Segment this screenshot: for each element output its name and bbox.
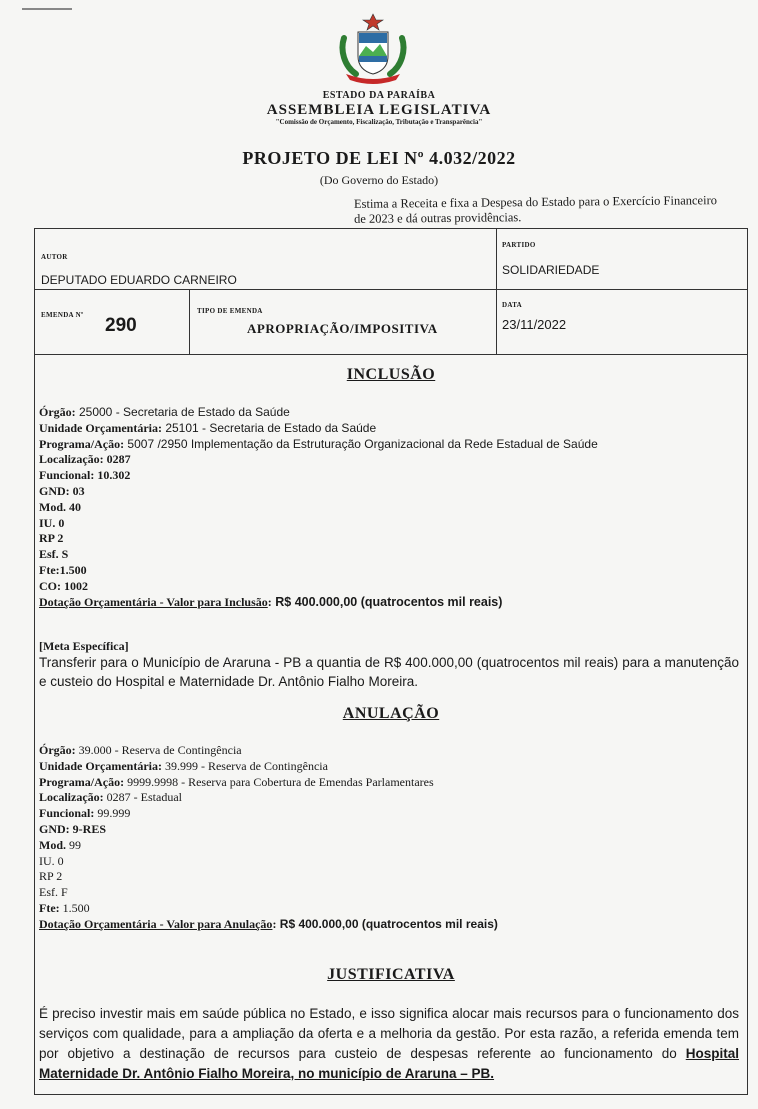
- field-value: 99: [66, 837, 81, 852]
- field-key: Mod.: [39, 837, 66, 852]
- field-value: 0287 - Estadual: [103, 790, 182, 805]
- bill-summary: Estima a Receita e fixa a Despesa do Estado para o Exercício Financeiro de 2023 e dá outras providências.: [353, 193, 718, 226]
- inclusion-budget-label: Dotação Orçamentária - Valor para Inclusão: [39, 594, 268, 609]
- assembly-name: ASSEMBLEIA LEGISLATIVA: [266, 102, 492, 118]
- field-key: Funcional:: [39, 806, 95, 821]
- field-key: Órgão:: [39, 405, 76, 419]
- separator: :: [272, 916, 277, 931]
- field-value: 99.999: [94, 806, 131, 821]
- field-line: GND: 9-RES: [39, 821, 107, 836]
- scan-mark: [22, 8, 72, 10]
- field-line: Fte:1.500: [39, 562, 87, 577]
- field-line: RP 2: [39, 869, 63, 884]
- field-value: 25101 - Secretaria de Estado da Saúde: [161, 420, 377, 435]
- bill-origin: (Do Governo do Estado): [319, 173, 439, 187]
- date-label: DATA: [502, 301, 522, 309]
- justification-title: JUSTIFICATIVA: [327, 966, 455, 983]
- field-value: 39.999 - Reserva de Contingência: [161, 758, 328, 773]
- specific-goal-text: Transferir para o Município de Araruna - PB a quantia de R$ 400.000,00 (quatrocentos mil reais) para a manutenção e custeio do Hospital e Maternidade Dr. Antônio Fialho Moreira.: [39, 655, 739, 689]
- field-line: RP 2: [39, 531, 64, 546]
- field-value: 39.000 - Reserva de Contingência: [75, 743, 242, 757]
- date-value: 23/11/2022: [502, 317, 567, 332]
- field-key: Unidade Orçamentária:: [39, 420, 162, 435]
- amendment-number-label: EMENDA Nº: [41, 311, 84, 319]
- form-divider: [189, 289, 190, 354]
- annulment-budget-label: Dotação Orçamentária - Valor para Anulação: [39, 916, 273, 931]
- field-line: Localização: 0287: [39, 452, 131, 467]
- specific-goal-title: [Meta Específica]: [39, 639, 129, 653]
- field-line: Funcional: 10.302: [39, 468, 131, 483]
- annulment-details: [39, 743, 739, 933]
- field-value: 1.500: [59, 900, 90, 915]
- field-line: CO: 1002: [39, 578, 88, 593]
- amendment-number-value: 290: [105, 315, 137, 336]
- party-label: PARTIDO: [502, 241, 536, 249]
- form-divider: [496, 229, 497, 354]
- amendment-form: [34, 228, 748, 1095]
- field-key: Órgão:: [39, 743, 76, 757]
- annulment-title: ANULAÇÃO: [342, 705, 440, 722]
- inclusion-title: INCLUSÃO: [346, 366, 436, 383]
- field-value: 5007 /2950 Implementação da Estruturação Organizacional da Rede Estadual de Saúde: [124, 436, 598, 451]
- author-label: AUTOR: [41, 253, 68, 261]
- amendment-type-value: APROPRIAÇÃO/IMPOSITIVA: [247, 321, 438, 336]
- justification-body: É preciso investir mais em saúde pública no Estado, e isso significa alocar mais recursos para o funcionamento dos serviços com qualidade, para a ampliação da oferta e a melhoria da gestão. Por esta razão, a referida emenda tem por objetivo a destinação de recursos para custeio de despesas referente ao funcionamento do: [39, 1006, 739, 1061]
- annulment-budget-value: R$ 400.000,00 (quatrocentos mil reais): [276, 916, 498, 931]
- field-line: Esf. S: [39, 547, 69, 562]
- party-value: SOLIDARIEDADE: [502, 263, 600, 277]
- state-coat-of-arms-icon: [336, 12, 410, 84]
- inclusion-details: [39, 405, 739, 610]
- field-line: Mod. 40: [39, 499, 81, 514]
- separator: :: [267, 594, 272, 609]
- field-value: 9999.9998 - Reserva para Cobertura de Emendas Parlamentares: [124, 774, 434, 789]
- amendment-type-label: TIPO DE EMENDA: [197, 307, 263, 315]
- field-key: Unidade Orçamentária:: [39, 758, 162, 773]
- field-key: Programa/Ação:: [39, 774, 125, 789]
- state-name: ESTADO DA PARAÍBA: [322, 90, 436, 101]
- field-line: IU. 0: [39, 853, 64, 868]
- field-key: Fte:: [39, 900, 60, 915]
- field-line: Esf. F: [39, 885, 68, 900]
- field-key: Localização:: [39, 790, 104, 805]
- justification-highlight: Hospital Maternidade Dr. Antônio Fialho Moreira, no município de Araruna – PB.: [39, 1046, 739, 1081]
- committee-name: "Comissão de Orçamento, Fiscalização, Tributação e Transparência": [275, 118, 483, 126]
- justification-text: [39, 1004, 739, 1084]
- author-value: DEPUTADO EDUARDO CARNEIRO: [41, 273, 237, 287]
- field-key: Programa/Ação:: [39, 436, 125, 451]
- bill-title: PROJETO DE LEI Nº 4.032/2022: [242, 148, 516, 168]
- field-line: GND: 03: [39, 483, 85, 498]
- field-value: 25000 - Secretaria de Estado da Saúde: [75, 405, 290, 419]
- inclusion-budget-value: R$ 400.000,00 (quatrocentos mil reais): [271, 594, 503, 609]
- form-divider: [35, 354, 747, 355]
- field-line: IU. 0: [39, 515, 65, 530]
- form-divider: [35, 289, 747, 290]
